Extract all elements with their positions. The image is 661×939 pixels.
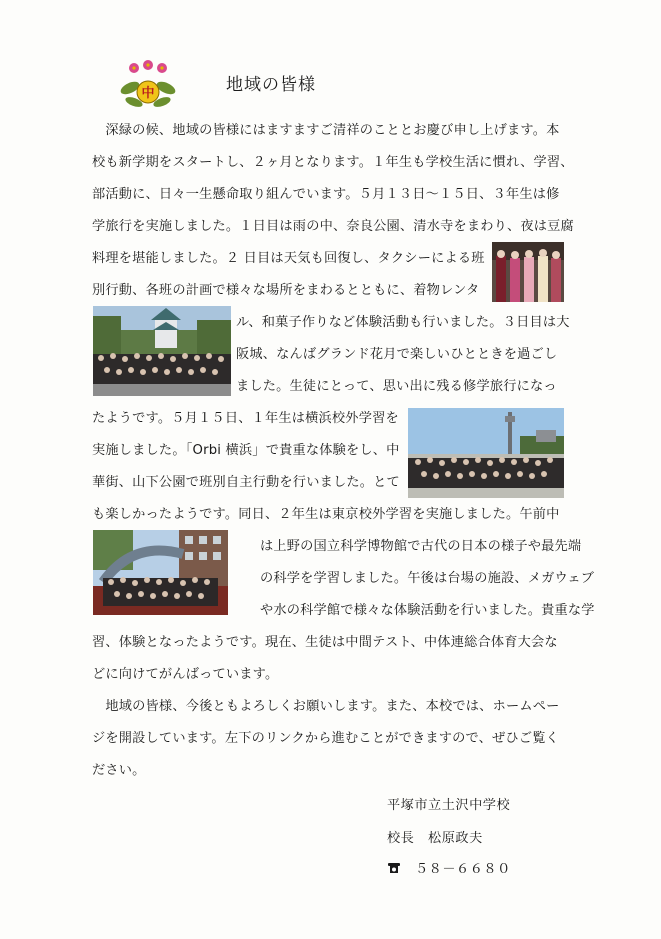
telephone-icon <box>387 862 401 877</box>
body-line: 部活動に、日々一生懸命取り組んでいます。５月１３日～１５日、３年生は修 <box>92 187 560 202</box>
principal-name: 校長 松原政夫 <box>387 831 483 846</box>
phone-line <box>387 858 511 877</box>
body-line: は上野の国立科学博物館で古代の日本の様子や最先端 <box>260 539 582 554</box>
page-title: 地域の皆様 <box>226 75 316 95</box>
body-line: 阪城、なんばグランド花月で楽しいひとときを過ごし <box>236 347 558 362</box>
body-line: や水の科学館で様々な体験活動を行いました。貴重な学 <box>260 603 595 618</box>
body-line: 実施しました。「Orbi 横浜」で貴重な体験をし、中 <box>92 443 400 458</box>
body-line: ル、和菓子作りなど体験活動も行いました。３日目は大 <box>236 315 570 330</box>
body-line: どに向けてがんばっています。 <box>92 667 279 682</box>
kimono-group-photo <box>492 242 564 302</box>
body-line: 校も新学期をスタートし、２ヶ月となります。１年生も学校生活に慣れ、学習、 <box>92 155 574 170</box>
osaka-castle-group-photo <box>93 306 231 396</box>
museum-group-photo <box>93 530 228 615</box>
body-line: 別行動、各班の計画で様々な場所をまわるとともに、着物レンタ <box>92 283 480 298</box>
body-line: たようです。５月１５日、１年生は横浜校外学習を <box>92 411 399 426</box>
body-line: 習、体験となったようです。現在、生徒は中間テスト、中体連総合体育大会な <box>92 635 558 650</box>
emblem-character: 中 <box>141 86 155 101</box>
body-line: 地域の皆様、今後ともよろしくお願いします。また、本校では、ホームペー <box>92 699 560 714</box>
body-line: 深緑の候、地域の皆様にはますますご清祥のこととお慶び申し上げます。本 <box>92 123 560 138</box>
school-name: 平塚市立土沢中学校 <box>387 798 511 813</box>
body-line: ました。生徒にとって、思い出に残る修学旅行になっ <box>236 379 557 394</box>
yokohama-tower-group-photo <box>408 408 564 498</box>
body-line: も楽しかったようです。同日、２年生は東京校外学習を実施しました。午前中 <box>92 507 560 522</box>
body-line: 料理を堪能しました。２ 日目は天気も回復し、タクシーによる班 <box>92 251 485 266</box>
body-line: の科学を学習しました。午後は台場の施設、メガウェブ <box>260 571 595 586</box>
body-line: ださい。 <box>92 763 146 778</box>
phone-number: ５８－６６８０ <box>415 862 511 877</box>
body-line: ジを開設しています。左下のリンクから進むことができますので、ぜひご覧く <box>92 731 559 746</box>
body-line: 華街、山下公園で班別自主行動を行いました。とて <box>92 475 400 490</box>
school-emblem-icon <box>120 58 176 110</box>
body-line: 学旅行を実施しました。１日目は雨の中、奈良公園、清水寺をまわり、夜は豆腐 <box>92 219 574 234</box>
